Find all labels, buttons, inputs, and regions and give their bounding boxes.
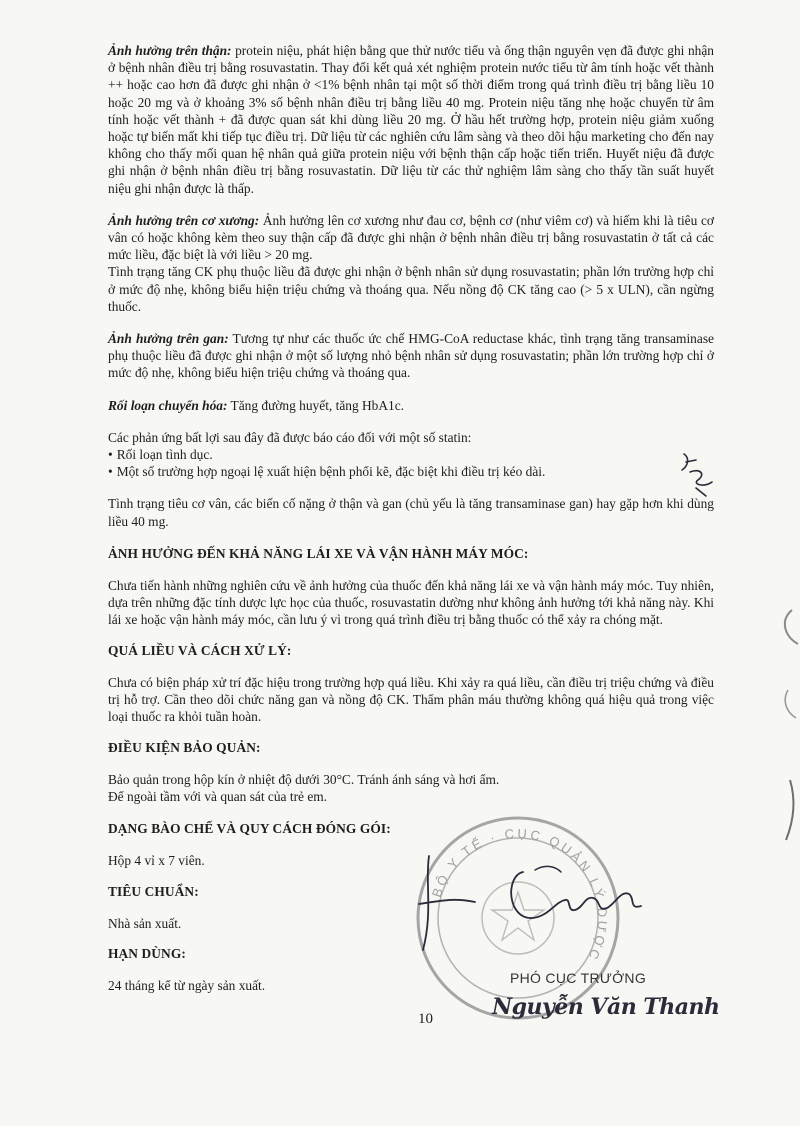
- liver-paragraph: [108, 330, 714, 382]
- overdose-text: Chưa có biện pháp xử trí đặc hiệu trong trường hợp quá liều. Khi xảy ra quá liều, cần điều trị triệu chứng và điều trị hỗ trợ. Cần theo dõi chức năng gan và nồng độ CK. Thẩm phân máu thường không quá hiệu quả trong việc loại thuốc ra khỏi tuần hoàn.: [108, 674, 714, 725]
- overdose-section: [108, 642, 714, 726]
- overdose-heading: QUÁ LIỀU VÀ CÁCH XỬ LÝ:: [108, 642, 292, 658]
- signature-icon: [415, 842, 665, 958]
- driving-text: Chưa tiến hành những nghiên cứu về ảnh hưởng của thuốc đến khả năng lái xe và vận hành máy móc. Tuy nhiên, dựa trên những đặc tính dược lực học của thuốc, rosuvastatin dường như không ảnh hưởng tới khả năng này. Khi lái xe hoặc vận hành máy móc, cần lưu ý vì trong quá trình điều trị bằng thuốc có thể xảy ra chóng mặt.: [108, 578, 714, 628]
- statin-effects-intro: Các phản ứng bất lợi sau đây đã được báo cáo đối với một số statin:: [108, 429, 472, 445]
- metabolic-text: Tăng đường huyết, tăng HbA1c.: [227, 397, 405, 413]
- driving-heading: ẢNH HƯỞNG ĐẾN KHẢ NĂNG LÁI XE VÀ VẬN HÀNH MÁY MÓC:: [108, 545, 529, 561]
- storage-line-2: Để ngoài tầm với và quan sát của trẻ em.: [108, 788, 328, 804]
- musculoskeletal-text: Ảnh hưởng lên cơ xương như đau cơ, bệnh cơ (như viêm cơ) và hiếm khi là tiêu cơ vân có hoặc không kèm theo suy thận cấp đã được ghi nhận ở bệnh nhân điều trị bằng rosuvastatin ở tất cả các mức liều, đặc biệt là với liều > 20 mg.: [108, 212, 714, 263]
- stamp-text: BỘ Y TẾ · CỤC QUẢN LÝ DƯỢC: [428, 825, 611, 965]
- musculoskeletal-paragraph: [108, 212, 714, 264]
- storage-line-1: Bảo quản trong hộp kín ở nhiệt độ dưới 30°C. Tránh ánh sáng và hơi ẩm.: [108, 771, 500, 787]
- metabolic-lead: Rối loạn chuyển hóa:: [108, 397, 228, 413]
- storage-heading: ĐIỀU KIỆN BẢO QUẢN:: [108, 739, 261, 755]
- liver-text: Tương tự như các thuốc ức chế HMG-CoA reductase khác, tình trạng tăng transaminase phụ thuộc liều đã được ghi nhận ở một số lượng nhỏ bệnh nhân sử dụng rosuvastatin; phần lớn trường hợp chỉ ở mức độ nhẹ, không biểu hiện triệu chứng và thoáng qua.: [108, 331, 714, 381]
- ck-paragraph: Tình trạng tăng CK phụ thuộc liều đã được ghi nhận ở bệnh nhân sử dụng rosuvastatin; phần lớn trường hợp chỉ ở mức độ nhẹ, không biểu hiện triệu chứng và thoáng qua. Nếu nồng độ CK tăng cao (> 5 x ULN), cần ngừng thuốc.: [108, 264, 714, 314]
- standard-heading: TIÊU CHUẨN:: [108, 883, 199, 899]
- scan-edge-artifact-icon: [770, 600, 800, 860]
- metabolic-paragraph: [108, 397, 714, 414]
- expiry-text: 24 tháng kể từ ngày sản xuất.: [108, 978, 266, 994]
- storage-section: [108, 739, 714, 806]
- kidney-paragraph: [108, 42, 714, 197]
- statin-bullet-item: • Một số trường hợp ngoại lệ xuất hiện bệnh phổi kẽ, đặc biệt khi điều trị kéo dài.: [108, 464, 545, 479]
- handwritten-initials-icon: [676, 448, 722, 500]
- signer-title: PHÓ CỤC TRƯỞNG: [510, 970, 647, 986]
- driving-section: [108, 545, 714, 629]
- page-number: 10: [418, 1011, 433, 1027]
- signer-name: Nguyễn Văn Thanh: [492, 994, 720, 1020]
- statin-bullet-item: • Rối loạn tình dục.: [108, 447, 213, 462]
- rhabdo-note-paragraph: Tình trạng tiêu cơ vân, các biến cố nặng ở thận và gan (chủ yếu là tăng transaminase gan) hay gặp hơn khi dùng liều 40 mg.: [108, 496, 714, 529]
- musculoskeletal-lead: Ảnh hưởng trên cơ xương:: [108, 212, 260, 228]
- packaging-text: Hộp 4 vỉ x 7 viên.: [108, 853, 205, 869]
- packaging-heading: DẠNG BÀO CHẾ VÀ QUY CÁCH ĐÓNG GÓI:: [108, 821, 391, 837]
- liver-lead: Ảnh hưởng trên gan:: [108, 331, 229, 347]
- kidney-lead: Ảnh hưởng trên thận:: [108, 43, 232, 58]
- statin-effects-paragraph: [108, 429, 714, 481]
- standard-text: Nhà sản xuất.: [108, 915, 182, 931]
- kidney-text: protein niệu, phát hiện bằng que thử nước tiểu và ống thận nguyên vẹn đã được ghi nhận ở bệnh nhân điều trị bằng rosuvastatin. Thay đổi kết quả xét nghiệm protein nước tiểu từ âm tính hoặc vết thành ++ hoặc cao hơn đã được ghi nhận ở <1% bệnh nhân tại một số thời điểm trong quá trình điều trị bằng liều 10 hoặc 20 mg và ở khoảng 3% số bệnh nhân điều trị bằng liều 40 mg. Protein niệu tăng nhẹ hoặc chuyển từ âm tính hoặc vết thành + đã được quan sát khi dùng liều 20 mg. Ở hầu hết trường hợp, protein niệu giảm xuống hoặc tự biến mất khi tiếp tục điều trị. Dữ liệu từ các nghiên cứu lâm sàng và theo dõi hậu marketing cho đến nay không cho thấy mối quan hệ nhân quả giữa protein niệu với bệnh thận cấp hoặc tiến triển. Huyết niệu đã được ghi nhận ở bệnh nhân điều trị bằng rosuvastatin. Dữ liệu từ các thử nghiệm lâm sàng cho thấy tần suất huyết niệu ghi nhận được là thấp.: [108, 43, 714, 196]
- expiry-heading: HẠN DÙNG:: [108, 945, 186, 961]
